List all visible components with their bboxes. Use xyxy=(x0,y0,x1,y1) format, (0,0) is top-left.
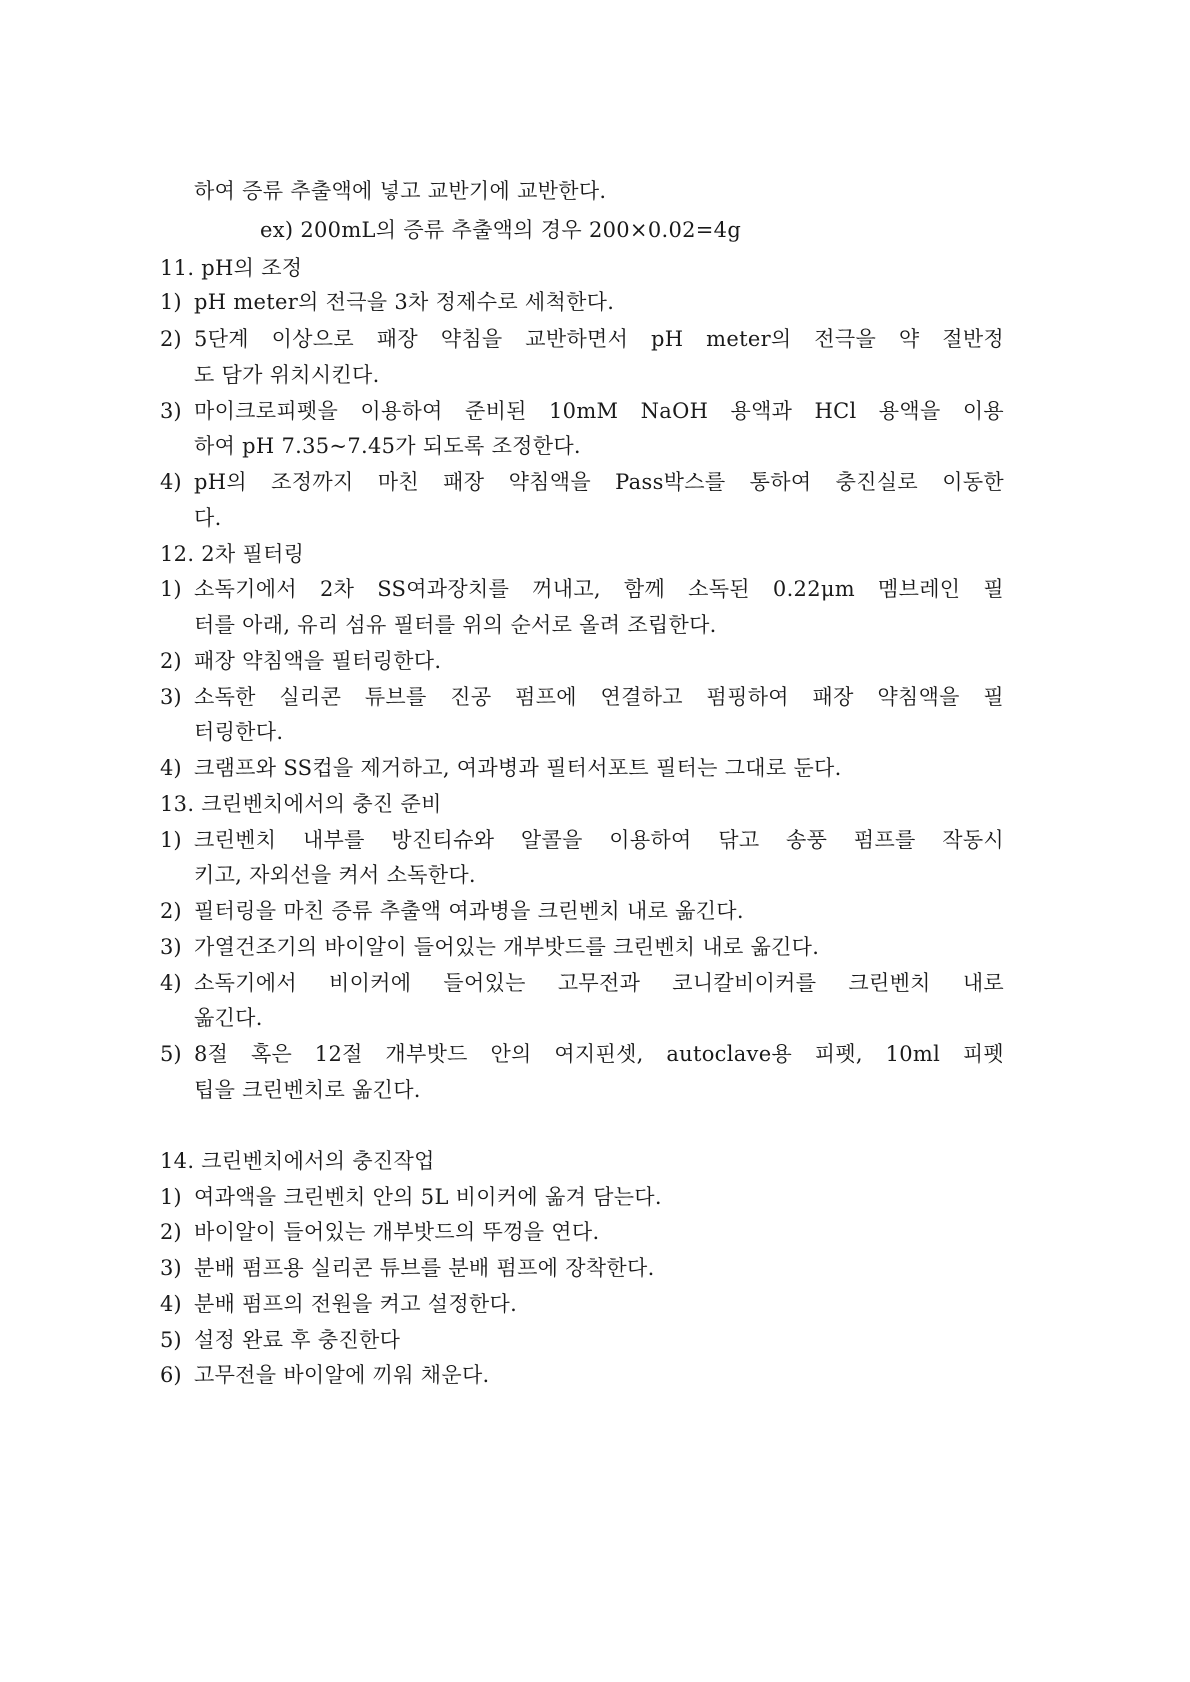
list-item-continuation: 다. xyxy=(194,506,222,530)
list-item: pH meter의 전극을 3차 정제수로 세척한다. xyxy=(194,290,615,314)
item-number: 1) xyxy=(160,828,182,852)
item-number: 1) xyxy=(160,577,182,601)
item-number: 5) xyxy=(160,1042,182,1066)
list-item-continuation: 도 담가 위치시킨다. xyxy=(194,363,380,387)
continued-text: 하여 증류 추출액에 넣고 교반기에 교반한다. xyxy=(194,179,607,203)
list-item-continuation: 터를 아래, 유리 섬유 필터를 위의 순서로 올려 조립한다. xyxy=(194,613,717,637)
section-heading-13: 13. 크린벤치에서의 충진 준비 xyxy=(160,792,442,816)
list-item: 여과액을 크린벤치 안의 5L 비이커에 옮겨 담는다. xyxy=(194,1185,662,1209)
section-heading-11: 11. pH의 조정 xyxy=(160,256,303,280)
list-item: 5단계 이상으로 패장 약침을 교반하면서 pH meter의 전극을 약 절반정 xyxy=(194,327,1004,351)
list-item: 패장 약침액을 필터링한다. xyxy=(194,649,442,673)
list-item: 분배 펌프용 실리콘 튜브를 분배 펌프에 장착한다. xyxy=(194,1256,655,1280)
section-heading-12: 12. 2차 필터링 xyxy=(160,542,305,566)
example-text: ex) 200mL의 증류 추출액의 경우 200×0.02=4g xyxy=(260,218,742,242)
list-item: 소독기에서 2차 SS여과장치를 꺼내고, 함께 소독된 0.22μm 멤브레인 필 xyxy=(194,577,1004,601)
item-number: 4) xyxy=(160,1292,182,1316)
item-number: 2) xyxy=(160,1220,182,1244)
list-item: 설정 완료 후 충진한다 xyxy=(194,1328,401,1352)
item-number: 1) xyxy=(160,290,182,314)
list-item: 가열건조기의 바이알이 들어있는 개부밧드를 크린벤치 내로 옮긴다. xyxy=(194,935,820,959)
list-item: pH의 조정까지 마친 패장 약침액을 Pass박스를 통하여 충진실로 이동한 xyxy=(194,470,1004,494)
list-item-continuation: 옮긴다. xyxy=(194,1006,263,1030)
list-item-continuation: 키고, 자외선을 켜서 소독한다. xyxy=(194,863,476,887)
item-number: 5) xyxy=(160,1328,182,1352)
list-item: 마이크로피펫을 이용하여 준비된 10mM NaOH 용액과 HCl 용액을 이용 xyxy=(194,399,1004,423)
list-item-continuation: 하여 pH 7.35~7.45가 되도록 조정한다. xyxy=(194,434,581,458)
item-number: 2) xyxy=(160,899,182,923)
item-number: 4) xyxy=(160,971,182,995)
item-number: 2) xyxy=(160,327,182,351)
list-item: 바이알이 들어있는 개부밧드의 뚜껑을 연다. xyxy=(194,1220,600,1244)
list-item-continuation: 터링한다. xyxy=(194,720,284,744)
list-item: 8절 혹은 12절 개부밧드 안의 여지핀셋, autoclave용 피펫, 10ml 피펫 xyxy=(194,1042,1004,1066)
item-number: 4) xyxy=(160,470,182,494)
list-item: 소독한 실리콘 튜브를 진공 펌프에 연결하고 펌핑하여 패장 약침액을 필 xyxy=(194,685,1004,709)
list-item: 고무전을 바이알에 끼워 채운다. xyxy=(194,1363,490,1387)
list-item: 소독기에서 비이커에 들어있는 고무전과 코니칼비이커를 크린벤치 내로 xyxy=(194,971,1004,995)
item-number: 4) xyxy=(160,756,182,780)
list-item: 크램프와 SS컵을 제거하고, 여과병과 필터서포트 필터는 그대로 둔다. xyxy=(194,756,842,780)
list-item: 크린벤치 내부를 방진티슈와 알콜을 이용하여 닦고 송풍 펌프를 작동시 xyxy=(194,828,1004,852)
item-number: 1) xyxy=(160,1185,182,1209)
item-number: 3) xyxy=(160,935,182,959)
item-number: 3) xyxy=(160,685,182,709)
section-heading-14: 14. 크린벤치에서의 충진작업 xyxy=(160,1149,435,1173)
item-number: 3) xyxy=(160,399,182,423)
item-number: 2) xyxy=(160,649,182,673)
item-number: 6) xyxy=(160,1363,182,1387)
item-number: 3) xyxy=(160,1256,182,1280)
list-item: 필터링을 마친 증류 추출액 여과병을 크린벤치 내로 옮긴다. xyxy=(194,899,744,923)
list-item: 분배 펌프의 전원을 켜고 설정한다. xyxy=(194,1292,518,1316)
list-item-continuation: 팁을 크린벤치로 옮긴다. xyxy=(194,1078,421,1102)
